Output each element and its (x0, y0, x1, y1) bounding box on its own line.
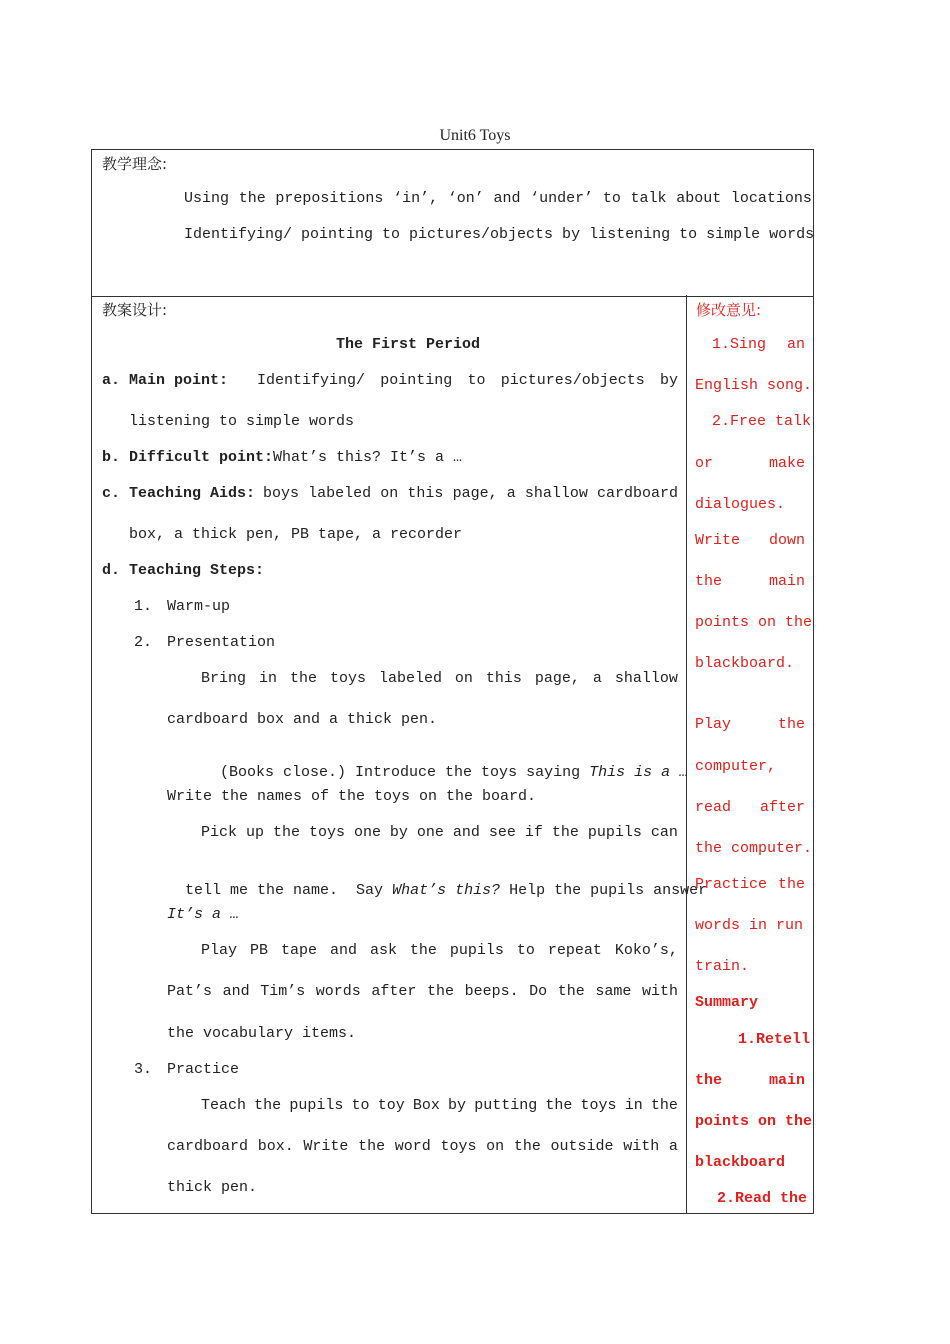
presentation-para-3-text-a: tell me the name. Say (185, 882, 393, 899)
presentation-para-2 (202, 747, 689, 781)
philosophy-label: 教学理念: (102, 155, 168, 173)
word: the (545, 1097, 573, 1114)
word: cardboard (596, 485, 678, 502)
word: can (650, 824, 678, 841)
difficult-point (129, 449, 462, 466)
difficult-point-text: What’s this? It’s a … (273, 449, 463, 466)
presentation-para-4 (201, 942, 678, 959)
word: the (557, 983, 585, 1000)
word: pupils (587, 824, 642, 841)
word: Write (695, 532, 741, 549)
word: by (389, 824, 408, 841)
column-divider (686, 295, 687, 1213)
comments-label: 修改意见: (696, 301, 762, 319)
word: putting (474, 1097, 538, 1114)
presentation-para-1 (201, 670, 678, 687)
philosophy-box (91, 149, 814, 297)
main-point-text-cont: listening to simple words (129, 413, 355, 430)
steps-marker: d. (102, 562, 121, 579)
word: toy (377, 1097, 405, 1114)
word: this (407, 485, 444, 502)
word: page, (452, 485, 498, 502)
presentation-para-3-italic-2: It’s a … (167, 906, 240, 923)
practice-para-1 (201, 1097, 678, 1114)
word: Write (303, 1138, 349, 1155)
comment-line-3: 2.Free talk (712, 413, 812, 430)
word: up (245, 824, 264, 841)
word: locations (730, 190, 812, 207)
word: the (551, 824, 579, 841)
word: by (659, 372, 678, 389)
comment-line-12 (695, 799, 805, 816)
philosophy-line-1 (184, 190, 812, 207)
presentation-para-3-italic: What’s this? (392, 882, 501, 899)
word: repeat (547, 942, 602, 959)
word: Pick (201, 824, 238, 841)
word: read (695, 799, 732, 816)
word: to (516, 942, 535, 959)
presentation-para-2-cont: Write the names of the toys on the board. (167, 788, 537, 805)
word: labeled (378, 670, 442, 687)
word: on (486, 1138, 505, 1155)
word: to (467, 372, 486, 389)
word: cardboard (167, 1138, 249, 1155)
step-2-name: Presentation (167, 634, 276, 651)
word: the (777, 876, 805, 893)
word: the (695, 1072, 723, 1089)
comment-line-9: blackboard. (695, 655, 795, 672)
word: page, (534, 670, 580, 687)
comment-line-10 (695, 716, 805, 733)
word: ‘under’ (530, 190, 594, 207)
word: toys (308, 824, 345, 841)
presentation-para-3 (201, 824, 678, 841)
word: the (289, 670, 317, 687)
presentation-para-3-cont (167, 865, 707, 899)
word: and (222, 983, 250, 1000)
practice-para-1-cont-2: thick pen. (167, 1179, 258, 1196)
word: shallow (524, 485, 588, 502)
comment-line-11: computer, (695, 758, 777, 775)
word: and (329, 942, 357, 959)
comment-line-4 (695, 455, 805, 472)
presentation-para-4-cont-2: the vocabulary items. (167, 1025, 357, 1042)
aids-text-cont: box, a thick pen, PB tape, a recorder (129, 526, 463, 543)
word: toys (580, 1097, 617, 1114)
word: in (624, 1097, 643, 1114)
word: Play (201, 942, 238, 959)
word: Box (412, 1097, 440, 1114)
word: the (272, 824, 300, 841)
aids-label: Teaching Aids: (129, 485, 256, 502)
comment-line-14 (695, 876, 805, 893)
word: after (759, 799, 805, 816)
main-point-marker: a. (102, 372, 121, 389)
word: tape (280, 942, 317, 959)
practice-para-1-cont (167, 1138, 678, 1155)
word: pictures/objects (500, 372, 645, 389)
word: after (371, 983, 417, 1000)
word: ask (369, 942, 397, 959)
word: the (695, 573, 723, 590)
word: with (623, 1138, 660, 1155)
document-title: Unit6 Toys (439, 127, 511, 144)
comment-line-6 (695, 532, 805, 549)
word: to (602, 190, 621, 207)
comment-line-5: dialogues. (695, 496, 786, 513)
word: word (394, 1138, 431, 1155)
word: on (380, 485, 399, 502)
word: down (768, 532, 805, 549)
word: Pat’s (167, 983, 213, 1000)
word: prepositions (275, 190, 384, 207)
step-3-name: Practice (167, 1061, 240, 1078)
word: Identifying/ (257, 372, 366, 389)
word: labeled (308, 485, 372, 502)
word: a (592, 670, 602, 687)
word: outside (550, 1138, 614, 1155)
word: the (358, 1138, 386, 1155)
presentation-para-4-cont (167, 983, 678, 1000)
word: shallow (614, 670, 678, 687)
step-3-number: 3. (134, 1061, 153, 1078)
comment-line-7 (695, 573, 805, 590)
word: beeps. (464, 983, 519, 1000)
comment-line-8: points on the (695, 614, 813, 631)
word: the (409, 942, 437, 959)
word: main (768, 1072, 805, 1089)
word: toys (329, 670, 366, 687)
aids-text (263, 485, 678, 502)
word: main (768, 573, 805, 590)
word: this (485, 670, 522, 687)
period-title: The First Period (336, 336, 481, 353)
comment-line-2: English song. (695, 377, 813, 394)
word: Tim’s (260, 983, 306, 1000)
word: the (254, 1097, 282, 1114)
word: pupils (449, 942, 504, 959)
design-label: 教案设计: (102, 301, 168, 319)
word: toys (440, 1138, 477, 1155)
word: by (448, 1097, 467, 1114)
step-1-name: Warm-up (167, 598, 231, 615)
word: one (353, 824, 381, 841)
word: and (452, 824, 480, 841)
word: ‘on’ (447, 190, 484, 207)
word: the (777, 716, 805, 733)
word: see (488, 824, 516, 841)
word: make (768, 455, 805, 472)
word: Bring (201, 670, 247, 687)
word: Practice (695, 876, 768, 893)
word: same (595, 983, 632, 1000)
presentation-para-2-text: (Books close.) Introduce the toys saying (220, 764, 590, 781)
comment-line-15: words in run (695, 917, 804, 934)
word: with (641, 983, 678, 1000)
presentation-para-1-cont: cardboard box and a thick pen. (167, 711, 438, 728)
difficult-point-marker: b. (102, 449, 121, 466)
word: the (513, 1138, 541, 1155)
word: ‘in’, (393, 190, 439, 207)
main-point-text (257, 372, 678, 389)
word: one (416, 824, 444, 841)
word: 1.Sing (712, 336, 767, 353)
philosophy-line-2: Identifying/ pointing to pictures/objects by listening to simple words (184, 226, 815, 243)
comment-line-16: train. (695, 958, 750, 975)
word: boys (263, 485, 300, 502)
word: Koko’s, (614, 942, 678, 959)
word: and (493, 190, 521, 207)
step-2-number: 2. (134, 634, 153, 651)
word: pointing (380, 372, 453, 389)
comment-line-1 (712, 336, 805, 353)
comment-line-19 (695, 1072, 805, 1089)
aids-marker: c. (102, 485, 121, 502)
word: on (454, 670, 473, 687)
word: pupils (289, 1097, 344, 1114)
word: about (676, 190, 722, 207)
word: a (668, 1138, 678, 1155)
comment-line-22: 2.Read the (717, 1190, 808, 1207)
word: an (786, 336, 805, 353)
step-1-number: 1. (134, 598, 153, 615)
comment-line-13: the computer. (695, 840, 813, 857)
word: Using (184, 190, 230, 207)
word: talk (630, 190, 667, 207)
comment-line-20: points on the (695, 1113, 813, 1130)
word: the (650, 1097, 678, 1114)
word: in (258, 670, 277, 687)
comment-summary-label: Summary (695, 994, 759, 1011)
word: PB (249, 942, 268, 959)
comment-line-21: blackboard (695, 1154, 786, 1171)
word: the (426, 983, 454, 1000)
presentation-para-3-text-b: Help the pupils answer (500, 882, 708, 899)
presentation-para-2-italic: This is a … (589, 764, 689, 781)
word: a (506, 485, 516, 502)
steps-label: Teaching Steps: (129, 562, 265, 579)
word: to (351, 1097, 370, 1114)
word: Teach (201, 1097, 247, 1114)
word: the (238, 190, 266, 207)
word: Play (695, 716, 732, 733)
word: or (695, 455, 714, 472)
word: if (524, 824, 543, 841)
difficult-point-label: Difficult point: (129, 449, 274, 466)
word: words (315, 983, 361, 1000)
comment-line-18: 1.Retell (738, 1031, 811, 1048)
word: box. (257, 1138, 294, 1155)
main-point-label: Main point: (129, 372, 229, 389)
word: Do (529, 983, 548, 1000)
